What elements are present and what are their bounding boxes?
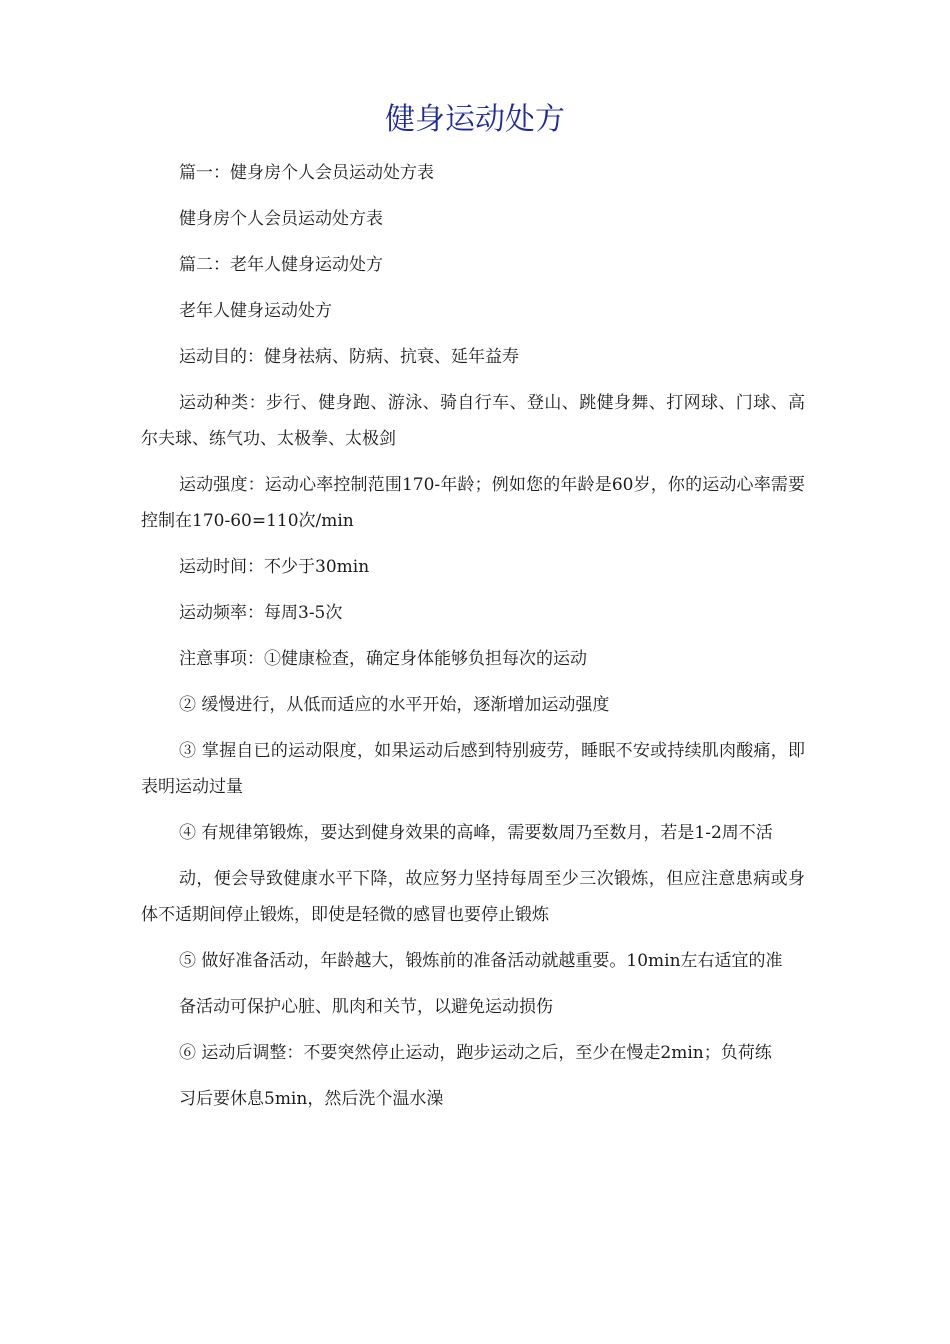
paragraph: ② 缓慢进行，从低而适应的水平开始，逐渐增加运动强度: [179, 695, 610, 715]
paragraph: 健身房个人会员运动处方表: [179, 209, 383, 229]
paragraph: ③ 掌握自已的运动限度，如果运动后感到特别疲劳，睡眠不安或持续肌肉酸痛，即表明运动过量: [141, 741, 805, 797]
paragraph: 运动时间：不少于30min: [179, 557, 370, 577]
paragraph: 篇一：健身房个人会员运动处方表: [179, 163, 434, 183]
document-body: [141, 155, 805, 1127]
paragraph: ④ 有规律第锻炼，要达到健身效果的高峰，需要数周乃至数月，若是1-2周不活: [179, 823, 773, 843]
paragraph: 动，便会导致健康水平下降，故应努力坚持每周至少三次锻炼，但应注意患病或身体不适期间停止锻炼，即使是轻微的感冒也要停止锻炼: [141, 869, 805, 925]
paragraph: 老年人健身运动处方: [179, 301, 332, 321]
paragraph: 运动强度：运动心率控制范围170-年龄；例如您的年龄是60岁，你的运动心率需要控制在170-60=110次/min: [141, 475, 805, 531]
paragraph: 运动频率：每周3-5次: [179, 603, 343, 623]
paragraph: 运动种类：步行、健身跑、游泳、骑自行车、登山、跳健身舞、打网球、门球、高尔夫球、练气功、太极拳、太极剑: [141, 393, 805, 449]
paragraph: 运动目的：健身祛病、防病、抗衰、延年益寿: [179, 347, 519, 367]
document-title: 健身运动处方: [385, 102, 565, 137]
paragraph: ⑥ 运动后调整：不要突然停止运动，跑步运动之后，至少在慢走2min；负荷练: [179, 1043, 772, 1063]
paragraph: ⑤ 做好准备活动，年龄越大，锻炼前的准备活动就越重要。10min左右适宜的准: [179, 951, 783, 971]
paragraph: 注意事项：①健康检查，确定身体能够负担每次的运动: [179, 649, 587, 669]
paragraph: 篇二：老年人健身运动处方: [179, 255, 383, 275]
paragraph: 备活动可保护心脏、肌肉和关节，以避免运动损伤: [179, 997, 553, 1017]
paragraph: 习后要休息5min，然后洗个温水澡: [179, 1089, 444, 1109]
